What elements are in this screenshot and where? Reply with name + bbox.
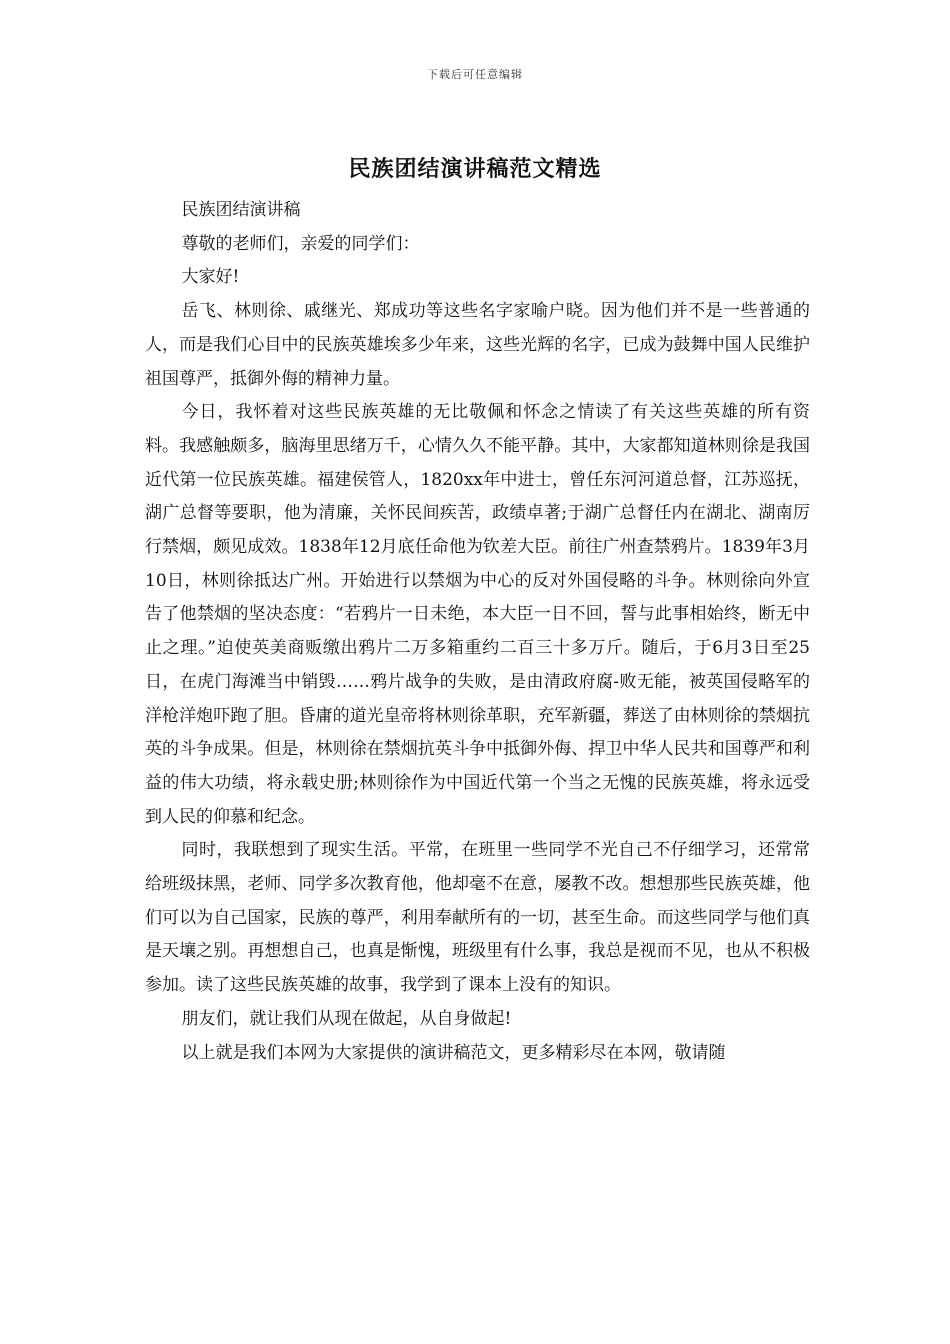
paragraph-closing: 以上就是我们本网为大家提供的演讲稿范文，更多精彩尽在本网，敬请随	[181, 1042, 726, 1063]
paragraph-lin-zexu: 今日，我怀着对这些民族英雄的无比敬佩和怀念之情读了有关这些英雄的所有资料。我感触颇多，脑海里思绪万千，心情久久不能平静。其中，大家都知道林则徐是我国近代第一位民族英雄。福建侯管人，1820xx年中进士，曾任东河河道总督，江苏巡抚，湖广总督等要职，他为清廉，关怀民间疾苦，政绩卓著;于湖广总督任内在湖北、湖南厉行禁烟，颇见成效。1838年12月底任命他为钦差大臣。前往广州查禁鸦片。1839年3月10日，林则徐抵达广州。开始进行以禁烟为中心的反对外国侵略的斗争。林则徐向外宣告了他禁烟的坚决态度：“若鸦片一日未绝，本大臣一日不回，誓与此事相始终，断无中止之理。”迫使英美商贩缴出鸦片二万多箱重约二百三十多万斤。随后，于6月3日至25日，在虎门海滩当中销毁……鸦片战争的失败，是由清政府腐-败无能，被英国侵略军的洋枪洋炮吓跑了胆。昏庸的道光皇帝将林则徐革职，充军新疆，葬送了由林则徐的禁烟抗英的斗争成果。但是，林则徐在禁烟抗英斗争中抵御外侮、捍卫中华人民共和国尊严和利益的伟大功绩，将永载史册;林则徐作为中国近代第一个当之无愧的民族英雄，将永远受到人民的仰慕和纪念。	[145, 402, 810, 827]
document-title: 民族团结演讲稿范文精选	[348, 156, 602, 182]
paragraph-call-to-action: 朋友们，就让我们从现在做起，从自身做起!	[181, 1008, 512, 1029]
header-note: 下载后可任意编辑	[427, 68, 523, 81]
paragraph-reflection: 同时，我联想到了现实生活。平常，在班里一些同学不光自己不仔细学习，还常常给班级抹黑，老师、同学多次教育他，他却毫不在意，屡教不改。想想那些民族英雄，他们可以为自己国家，民族的尊严，利用奉献所有的一切，甚至生命。而这些同学与他们真是天壤之别。再想想自己，也真是惭愧，班级里有什么事，我总是视而不见，也从不积极参加。读了这些民族英雄的故事，我学到了课本上没有的知识。	[145, 840, 810, 996]
paragraph-subtitle: 民族团结演讲稿	[181, 200, 301, 220]
paragraph-greeting: 大家好!	[181, 267, 240, 288]
paragraph-salutation: 尊敬的老师们，亲爱的同学们：	[181, 233, 420, 254]
paragraph-heroes-intro: 岳飞、林则徐、戚继光、郑成功等这些名字家喻户晓。因为他们并不是一些普通的人，而是我们心目中的民族英雄埃多少年来，这些光辉的名字，已成为鼓舞中国人民维护祖国尊严，抵御外侮的精神力量。	[145, 301, 810, 389]
document-body	[145, 194, 810, 1070]
